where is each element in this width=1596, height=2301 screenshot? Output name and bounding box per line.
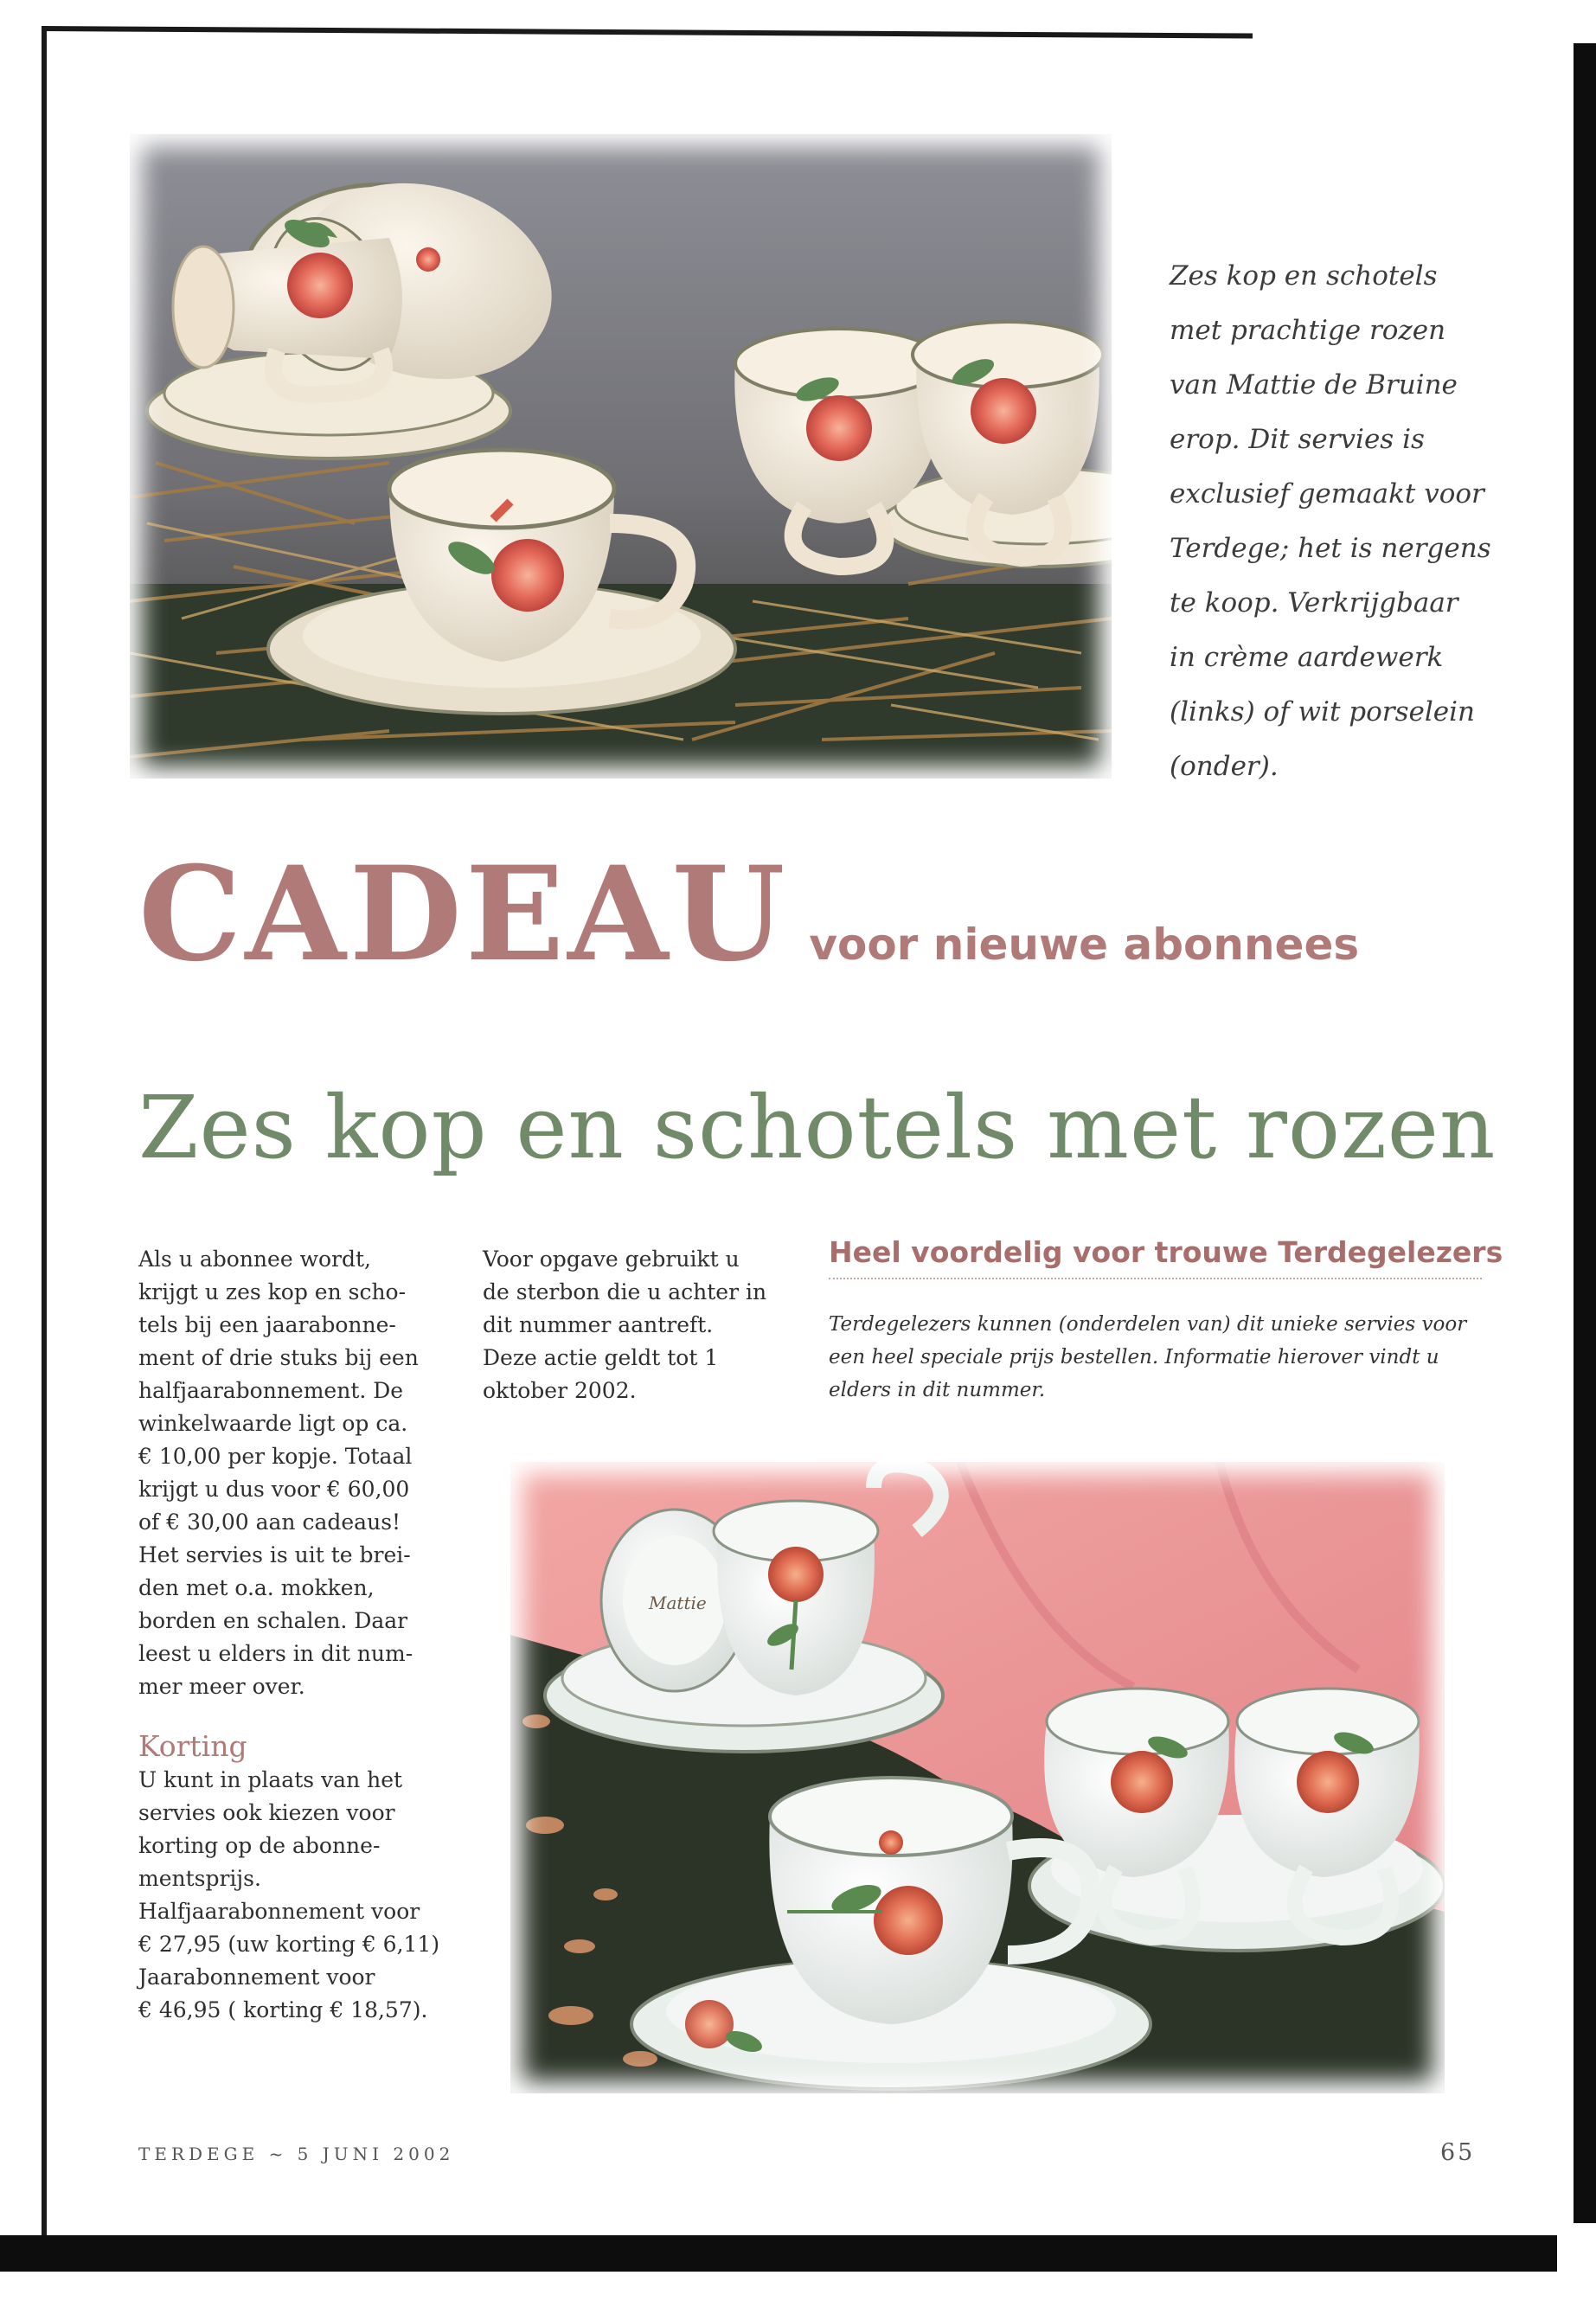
scan-edge-right [1574, 43, 1596, 2223]
caption-line: erop. Dit servies is [1170, 424, 1425, 455]
text-column-2 [483, 1243, 803, 1407]
footer-publication: TERDEGE ~ 5 JUNI 2002 [138, 2144, 455, 2164]
scan-edge-bottom [0, 2235, 1557, 2272]
body-line: de sterbon die u achter in [483, 1279, 767, 1304]
body-line: oktober 2002. [483, 1378, 637, 1403]
subhead-korting: Korting [138, 1729, 247, 1763]
body-line: borden en schalen. Daar [138, 1608, 408, 1633]
body-line: of € 30,00 aan cadeaus! [138, 1509, 401, 1535]
headline [138, 838, 1360, 990]
box-heading: Heel voordelig voor trouwe Terdegelezers [829, 1235, 1482, 1279]
body-line: dit nummer aantreft. [483, 1312, 714, 1337]
body-line: U kunt in plaats van het [138, 1767, 403, 1792]
body-line: halfjaarabonnement. De [138, 1378, 404, 1403]
caption-line: in crème aardewerk [1170, 642, 1444, 673]
headline-tagline: voor nieuwe abonnees [809, 920, 1360, 970]
photo-cream-cups [130, 134, 1112, 779]
body-line: Halfjaarabonnement voor [138, 1899, 420, 1924]
body-line: Het servies is uit te brei- [138, 1542, 411, 1567]
scan-edge-top [42, 26, 1253, 39]
caption-line: Zes kop en schotels [1170, 260, 1438, 292]
body-line: Voor opgave gebruikt u [483, 1247, 740, 1272]
photo-white-porcelain [510, 1462, 1445, 2093]
body-line: krijgt u zes kop en scho- [138, 1279, 407, 1304]
caption-line: exclusief gemaakt voor [1170, 478, 1484, 510]
caption-line: van Mattie de Bruine [1170, 369, 1458, 401]
caption-line: met prachtige rozen [1170, 315, 1446, 346]
box-line: een heel speciale prijs bestellen. Informatie hierover vindt u [829, 1346, 1439, 1368]
headline-main: CADEAU [138, 838, 789, 990]
body-line: korting op de abonne- [138, 1833, 381, 1858]
page-number: 65 [1440, 2139, 1476, 2166]
body-line: mentsprijs. [138, 1866, 261, 1891]
caption-line: Terdege; het is nergens [1170, 533, 1491, 564]
body-line: € 10,00 per kopje. Totaal [138, 1444, 413, 1469]
body-line: den met o.a. mokken, [138, 1575, 375, 1600]
body-line: € 27,95 (uw korting € 6,11) [138, 1932, 440, 1957]
box-line: Terdegelezers kunnen (onderdelen van) dit unieke servies voor [829, 1313, 1467, 1336]
body-line: leest u elders in dit num- [138, 1641, 413, 1666]
body-line: servies ook kiezen voor [138, 1800, 395, 1825]
body-line: Als u abonnee wordt, [138, 1247, 371, 1272]
body-line: € 46,95 ( korting € 18,57). [138, 1997, 428, 2022]
body-line: Jaarabonnement voor [138, 1965, 375, 1990]
body-line: krijgt u dus voor € 60,00 [138, 1477, 410, 1502]
text-column-1 [138, 1243, 450, 2027]
body-line: winkelwaarde ligt op ca. [138, 1411, 408, 1436]
body-line: mer meer over. [138, 1674, 305, 1699]
body-line: Deze actie geldt tot 1 [483, 1345, 719, 1370]
body-line: ment of drie stuks bij een [138, 1345, 419, 1370]
caption-line: (links) of wit porselein [1170, 696, 1476, 727]
box-line: elders in dit nummer. [829, 1379, 1046, 1401]
body-line: tels bij een jaarabonne- [138, 1312, 396, 1337]
caption-line: (onder). [1170, 751, 1279, 782]
scan-edge-left [42, 26, 47, 2240]
photo-caption [1170, 249, 1498, 794]
box-text [829, 1308, 1482, 1407]
article-subtitle: Zes kop en schotels met rozen [138, 1077, 1497, 1178]
caption-line: te koop. Verkrijgbaar [1170, 587, 1458, 619]
cup-maker-mark: Mattie [649, 1593, 707, 1613]
